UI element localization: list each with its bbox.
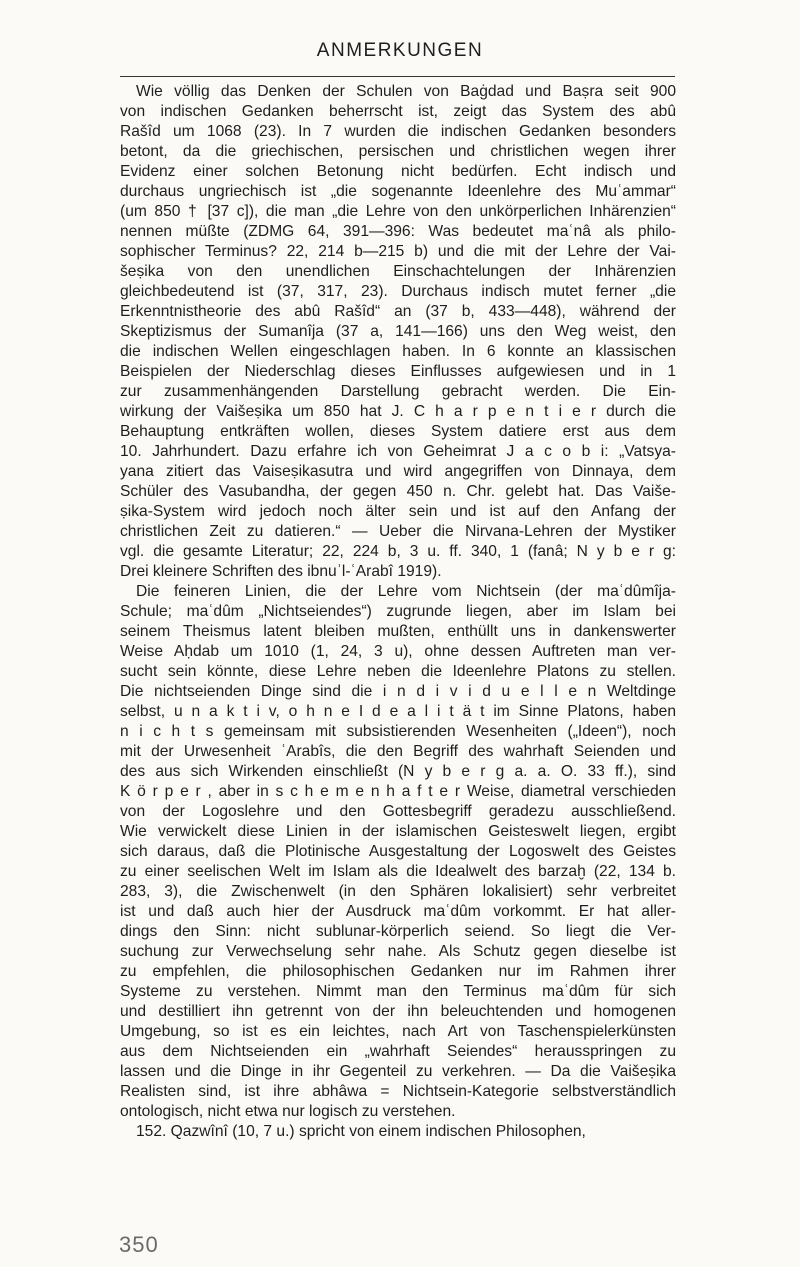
text-line: zur zusammenhängenden Darstellung gebracht werden. Die Ein- bbox=[120, 383, 676, 400]
text-line: Schüler des Vasubandha, der gegen 450 n. Chr. gelebt hat. Das Vaiše- bbox=[120, 483, 676, 500]
text-line: des aus sich Wirkenden einschließt (N y b e r g a. a. O. 33 ff.), sind bbox=[120, 763, 676, 780]
text-line: durchaus ungriechisch ist „die sogenannte Ideenlehre des Muʿammar“ bbox=[120, 183, 676, 200]
text-line: Systeme zu verstehen. Nimmt man den Terminus maʿdûm für sich bbox=[120, 983, 676, 1000]
text-line: suchung zur Verwechselung sehr nahe. Als Schutz gegen dieselbe ist bbox=[120, 943, 676, 960]
text-line: von der Logoslehre und den Gottesbegriff geradezu ausschließend. bbox=[120, 803, 676, 820]
text-line: Drei kleinere Schriften des ibnuʾl-ʿArabî 1919). bbox=[120, 563, 442, 580]
paragraph bbox=[120, 1122, 676, 1142]
text-line: vgl. die gesamte Literatur; 22, 224 b, 3 u. ff. 340, 1 (fanâ; N y b e r g: bbox=[120, 543, 676, 560]
text-line: mit der Urwesenheit ʿArabîs, die den Begriff des wahrhaft Seienden und bbox=[120, 743, 676, 760]
running-header: ANMERKUNGEN bbox=[316, 40, 484, 61]
text-line: christlichen Zeit zu datieren.“ — Ueber die Nirvana-Lehren der Mystiker bbox=[120, 523, 676, 540]
text-line: Wie verwickelt diese Linien in der islamischen Geisteswelt liegen, ergibt bbox=[120, 823, 676, 840]
text-line: Die feineren Linien, die der Lehre vom Nichtsein (der maʿdûmîja- bbox=[136, 583, 676, 600]
text-line: sucht sein könnte, diese Lehre neben die Ideenlehre Platons zu stellen. bbox=[120, 663, 676, 680]
text-line: sich daraus, daß die Plotinische Ausgestaltung der Logoswelt des Geistes bbox=[120, 843, 676, 860]
text-line: und destilliert ihn getrennt von der ihn beleuchtenden und homogenen bbox=[120, 1003, 676, 1020]
text-line: aus dem Nichtseienden ein „wahrhaft Seiendes“ herausspringen zu bbox=[120, 1043, 676, 1060]
text-line: 283, 3), die Zwischenwelt (in den Sphären lokalisiert) sehr verbreitet bbox=[120, 883, 676, 900]
text-line: wirkung der Vaišeṣika um 850 hat J. C h a r p e n t i e r durch die bbox=[120, 403, 676, 420]
text-line: nennen müßte (ZDMG 64, 391—396: Was bedeutet maʿnâ als philo- bbox=[120, 223, 676, 240]
text-line: Schule; maʿdûm „Nichtseiendes“) zugrunde liegen, aber im Islam bei bbox=[120, 603, 676, 620]
text-line: gleichbedeutend ist (37, 317, 23). Durchaus indisch mutet ferner „die bbox=[120, 283, 676, 300]
text-line: betont, da die griechischen, persischen und christlichen wegen ihrer bbox=[120, 143, 676, 160]
text-line: (um 850 † [37 c]), die man „die Lehre von den unkörperlichen Inhärenzien“ bbox=[120, 203, 676, 220]
text-line: Skeptizismus der Sumanîja (37 a, 141—166) uns den Weg weist, den bbox=[120, 323, 676, 340]
paragraph bbox=[120, 582, 676, 1122]
text-line: selbst, u n a k t i v, o h n e I d e a l i t ä t im Sinne Platons, haben bbox=[120, 703, 676, 720]
text-line: Beispielen der Niederschlag dieses Einflusses aufgewiesen und in 1 bbox=[120, 363, 676, 380]
page-number: 350 bbox=[119, 1232, 159, 1257]
text-line: Rašîd um 1068 (23). In 7 wurden die indischen Gedanken besonders bbox=[120, 123, 676, 140]
text-line: Behauptung entkräften wollen, dieses System datiere erst aus dem bbox=[120, 423, 676, 440]
text-line: zu einer seelischen Welt im Islam als die Idealwelt des barzaḫ (22, 134 b. bbox=[120, 863, 676, 880]
paragraph bbox=[120, 82, 676, 582]
text-line: Die nichtseienden Dinge sind die i n d i v i d u e l l e n Weltdinge bbox=[120, 683, 676, 700]
body-text bbox=[120, 82, 676, 1142]
text-line: seinem Theismus latent bleiben mußten, enthüllt uns in dankenswerter bbox=[120, 623, 676, 640]
text-line: ist und daß auch hier der Ausdruck maʿdûm vorkommt. Er hat aller- bbox=[120, 903, 676, 920]
text-line: Realisten sind, ist ihre abhâwa = Nichtsein-Kategorie selbstverständlich bbox=[120, 1083, 676, 1100]
text-line: šeṣika von den unendlichen Einschachtelungen der Inhärenzien bbox=[120, 263, 676, 280]
text-line: ṣika-System wird jedoch noch älter sein und ist auf den Anfang der bbox=[120, 503, 676, 520]
text-line: n i c h t s gemeinsam mit subsistierenden Wesenheiten („Ideen“), noch bbox=[120, 723, 676, 740]
text-line: Umgebung, so ist es ein leichtes, nach Art von Taschenspielerkünsten bbox=[120, 1023, 676, 1040]
text-line: ontologisch, nicht etwa nur logisch zu verstehen. bbox=[120, 1103, 456, 1120]
text-line: 152. Qazwînî (10, 7 u.) spricht von einem indischen Philosophen, bbox=[136, 1123, 586, 1140]
text-line: die indischen Wellen eingeschlagen haben. In 6 konnte an klassischen bbox=[120, 343, 676, 360]
text-line: 10. Jahrhundert. Dazu erfahre ich von Geheimrat J a c o b i: „Vatsya- bbox=[120, 443, 676, 460]
text-line: Erkenntnistheorie des abû Rašîd“ an (37 b, 433—448), während der bbox=[120, 303, 676, 320]
text-line: lassen und die Dinge in ihr Gegenteil zu verkehren. — Da die Vaišeṣika bbox=[120, 1063, 676, 1080]
text-line: Wie völlig das Denken der Schulen von Baġdad und Baṣra seit 900 bbox=[136, 83, 676, 100]
text-line: yana zitiert das Vaiseṣikasutra und wird angegriffen von Dinnaya, dem bbox=[120, 463, 676, 480]
text-line: K ö r p e r , aber in s c h e m e n h a f t e r Weise, diametral verschieden bbox=[120, 783, 676, 800]
text-line: zu empfehlen, die philosophischen Gedanken nur im Rahmen ihrer bbox=[120, 963, 676, 980]
text-line: sophischer Terminus? 22, 214 b—215 b) und die mit der Lehre der Vai- bbox=[120, 243, 676, 260]
text-line: von indischen Gedanken beherrscht ist, zeigt das System des abû bbox=[120, 103, 676, 120]
text-line: Evidenz einer solchen Betonung nicht bedürfen. Echt indisch und bbox=[120, 163, 676, 180]
header-rule bbox=[120, 76, 675, 77]
text-line: dings den Sinn: nicht sublunar-körperlich seiend. So liegt die Ver- bbox=[120, 923, 676, 940]
text-line: Weise Aḥdab um 1010 (1, 24, 3 u), ohne dessen Auftreten man ver- bbox=[120, 643, 676, 660]
